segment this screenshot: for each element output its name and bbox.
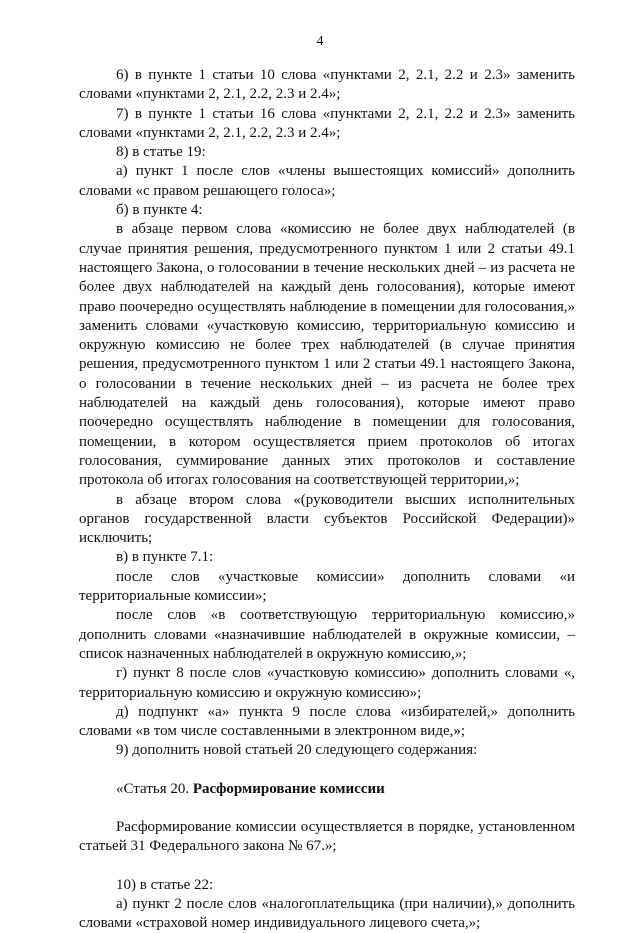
paragraph-8g: г) пункт 8 после слов «участковую комиссию» дополнить словами «, территориальную комиссию и окружную комиссию»; xyxy=(79,665,575,701)
document-body xyxy=(79,66,575,933)
paragraph-8: 8) в статье 19: xyxy=(116,144,206,161)
paragraph-6: 6) в пункте 1 статьи 10 слова «пунктами 2, 2.1, 2.2 и 2.3» заменить словами «пунктами 2, 2.1, 2.2, 2.3 и 2.4»; xyxy=(79,67,575,103)
paragraph-10a: а) пункт 2 после слов «налогоплательщика (при наличии),» дополнить словами «страховой номер индивидуального лицевого счета,»; xyxy=(79,895,575,932)
paragraph-8v: в) в пункте 7.1: xyxy=(116,549,214,566)
article-title xyxy=(79,780,575,799)
article-heading: Расформирование комиссии xyxy=(192,780,385,797)
paragraph-8v-2: после слов «в соответствующую территориальную комиссию,» дополнить словами «назначившие наблюдателей в окружные комиссии, – список назначенных наблюдателей в окружную комиссию,»; xyxy=(79,607,575,662)
paragraph-9: 9) дополнить новой статьей 20 следующего содержания: xyxy=(116,742,478,759)
article-prefix: «Статья 20. xyxy=(116,780,193,797)
paragraph-8d: д) подпункт «а» пункта 9 после слова «избирателей,» дополнить словами «в том числе составленными в электронном виде,»; xyxy=(79,703,575,740)
paragraph-8b-first: в абзаце первом слова «комиссию не более двух наблюдателей (в случае принятия решения, предусмотренного пунктом 1 или 2 статьи 49.1 настоящего Закона, о голосовании в течение нескольких дней – из расчета не более двух наблюдателей на каждый день голосования), которые имеют право поочередно осуществлять наблюдение в помещении для голосования,» заменить словами «участковую комиссию, территориальную комиссию и окружную комиссию не более трех наблюдателей (в случае принятия решения, предусмотренного пунктом 1 или 2 статьи 49.1 настоящего Закона, о голосовании в течение нескольких дней – из расчета не более трех наблюдателей на каждый день голосования), которые имеют право поочередно осуществлять наблюдение в помещении для голосования, помещении, в котором осуществляется прием протоколов об итогах голосования, суммирование данных этих протоколов и составление протокола об итогах голосования на соответствующей территории,»; xyxy=(79,221,575,489)
page-number: 4 xyxy=(316,34,324,49)
paragraph-8a: а) пункт 1 после слов «члены вышестоящих комиссий» дополнить словами «с правом решающего голоса»; xyxy=(79,163,575,199)
paragraph-8b-second: в абзаце втором слова «(руководители высших исполнительных органов государственной власти субъектов Российской Федерации)» исключить; xyxy=(79,491,575,547)
article-text: Расформирование комиссии осуществляется в порядке, установленном статьей 31 Федерального закона № 67.»; xyxy=(79,818,575,855)
paragraph-8v-1: после слов «участковые комиссии» дополнить словами «и территориальные комиссии»; xyxy=(79,568,575,605)
paragraph-10: 10) в статье 22: xyxy=(116,876,214,893)
paragraph-7: 7) в пункте 1 статьи 16 слова «пунктами 2, 2.1, 2.2 и 2.3» заменить словами «пунктами 2, 2.1, 2.2, 2.3 и 2.4»; xyxy=(79,105,575,141)
paragraph-8b: б) в пункте 4: xyxy=(116,202,203,219)
